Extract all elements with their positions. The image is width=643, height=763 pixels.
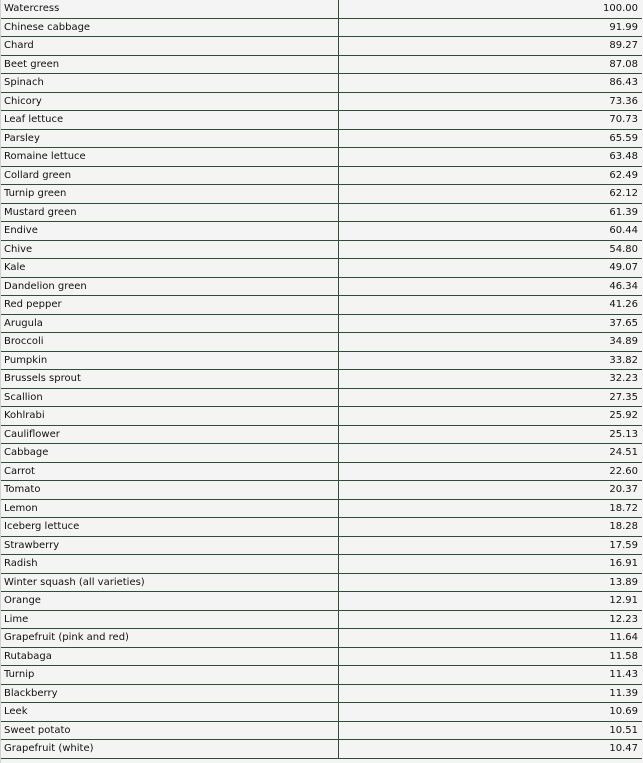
table-row bbox=[0, 536, 642, 555]
table-row bbox=[0, 740, 642, 759]
table-row bbox=[0, 370, 642, 389]
table-row bbox=[0, 259, 642, 278]
food-name-cell: Romaine lettuce bbox=[0, 148, 339, 167]
table-row bbox=[0, 481, 642, 500]
score-value-cell: 25.92 bbox=[339, 407, 643, 426]
food-name-cell: Broccoli bbox=[0, 333, 339, 352]
score-value-cell: 10.69 bbox=[339, 703, 643, 722]
food-name-cell: Chicory bbox=[0, 92, 339, 111]
score-value-cell: 87.08 bbox=[339, 55, 643, 74]
food-name-cell: Grapefruit (pink and red) bbox=[0, 629, 339, 648]
table-row bbox=[0, 203, 642, 222]
table-row bbox=[0, 92, 642, 111]
food-name-cell: Tomato bbox=[0, 481, 339, 500]
food-name-cell: Mustard green bbox=[0, 203, 339, 222]
table-row bbox=[0, 388, 642, 407]
food-name-cell: Grapefruit (white) bbox=[0, 740, 339, 759]
food-name-cell: Chard bbox=[0, 37, 339, 56]
table-row bbox=[0, 684, 642, 703]
table-row bbox=[0, 333, 642, 352]
food-name-cell: Leek bbox=[0, 703, 339, 722]
table-row bbox=[0, 444, 642, 463]
score-value-cell: 22.60 bbox=[339, 462, 643, 481]
table-row bbox=[0, 277, 642, 296]
food-name-cell: Kale bbox=[0, 259, 339, 278]
food-name-cell: Blackberry bbox=[0, 684, 339, 703]
food-name-cell: Sweet potato bbox=[0, 721, 339, 740]
score-value-cell: 91.99 bbox=[339, 18, 643, 37]
food-name-cell: Beet green bbox=[0, 55, 339, 74]
score-value-cell: 24.51 bbox=[339, 444, 643, 463]
score-value-cell: 18.28 bbox=[339, 518, 643, 537]
food-name-cell: Leaf lettuce bbox=[0, 111, 339, 130]
food-name-cell: Chive bbox=[0, 240, 339, 259]
score-value-cell: 25.13 bbox=[339, 425, 643, 444]
score-value-cell: 18.72 bbox=[339, 499, 643, 518]
score-value-cell: 10.51 bbox=[339, 721, 643, 740]
food-name-cell: Pumpkin bbox=[0, 351, 339, 370]
food-name-cell: Endive bbox=[0, 222, 339, 241]
food-name-cell: Carrot bbox=[0, 462, 339, 481]
table-row bbox=[0, 18, 642, 37]
food-name-cell: Arugula bbox=[0, 314, 339, 333]
table-row bbox=[0, 185, 642, 204]
table-row bbox=[0, 0, 642, 18]
score-value-cell: 41.26 bbox=[339, 296, 643, 315]
food-name-cell: Winter squash (all varieties) bbox=[0, 573, 339, 592]
food-name-cell: Strawberry bbox=[0, 536, 339, 555]
score-value-cell: 65.59 bbox=[339, 129, 643, 148]
score-value-cell: 16.91 bbox=[339, 555, 643, 574]
table-row bbox=[0, 166, 642, 185]
score-value-cell: 11.58 bbox=[339, 647, 643, 666]
table-row bbox=[0, 351, 642, 370]
food-name-cell: Turnip bbox=[0, 666, 339, 685]
score-value-cell: 13.89 bbox=[339, 573, 643, 592]
table-row bbox=[0, 555, 642, 574]
score-value-cell: 33.82 bbox=[339, 351, 643, 370]
table-row bbox=[0, 222, 642, 241]
score-value-cell: 61.39 bbox=[339, 203, 643, 222]
food-name-cell: Lemon bbox=[0, 499, 339, 518]
score-value-cell: 100.00 bbox=[339, 0, 643, 18]
table-row bbox=[0, 647, 642, 666]
table-row bbox=[0, 610, 642, 629]
table-row bbox=[0, 55, 642, 74]
score-value-cell: 89.27 bbox=[339, 37, 643, 56]
table-row bbox=[0, 462, 642, 481]
food-name-cell: Rutabaga bbox=[0, 647, 339, 666]
food-name-cell: Collard green bbox=[0, 166, 339, 185]
score-value-cell: 10.47 bbox=[339, 740, 643, 759]
score-value-cell: 62.49 bbox=[339, 166, 643, 185]
score-value-cell: 49.07 bbox=[339, 259, 643, 278]
food-name-cell: Orange bbox=[0, 592, 339, 611]
table-row bbox=[0, 296, 642, 315]
food-name-cell: Lime bbox=[0, 610, 339, 629]
table-row bbox=[0, 666, 642, 685]
score-value-cell: 63.48 bbox=[339, 148, 643, 167]
score-value-cell: 11.39 bbox=[339, 684, 643, 703]
score-value-cell: 11.64 bbox=[339, 629, 643, 648]
score-value-cell: 46.34 bbox=[339, 277, 643, 296]
score-value-cell: 17.59 bbox=[339, 536, 643, 555]
score-value-cell: 86.43 bbox=[339, 74, 643, 93]
food-name-cell: Iceberg lettuce bbox=[0, 518, 339, 537]
table-row bbox=[0, 407, 642, 426]
food-name-cell: Red pepper bbox=[0, 296, 339, 315]
table-row bbox=[0, 518, 642, 537]
table-row bbox=[0, 148, 642, 167]
table-row bbox=[0, 314, 642, 333]
table-row bbox=[0, 37, 642, 56]
table-row bbox=[0, 499, 642, 518]
food-name-cell: Cauliflower bbox=[0, 425, 339, 444]
table-row bbox=[0, 573, 642, 592]
score-value-cell: 12.91 bbox=[339, 592, 643, 611]
table-row bbox=[0, 592, 642, 611]
score-value-cell: 62.12 bbox=[339, 185, 643, 204]
score-value-cell: 11.43 bbox=[339, 666, 643, 685]
table-row bbox=[0, 721, 642, 740]
score-value-cell: 34.89 bbox=[339, 333, 643, 352]
food-name-cell: Turnip green bbox=[0, 185, 339, 204]
food-name-cell: Scallion bbox=[0, 388, 339, 407]
food-name-cell: Spinach bbox=[0, 74, 339, 93]
food-name-cell: Parsley bbox=[0, 129, 339, 148]
food-name-cell: Brussels sprout bbox=[0, 370, 339, 389]
score-value-cell: 73.36 bbox=[339, 92, 643, 111]
score-value-cell: 27.35 bbox=[339, 388, 643, 407]
food-name-cell: Cabbage bbox=[0, 444, 339, 463]
food-name-cell: Chinese cabbage bbox=[0, 18, 339, 37]
score-value-cell: 20.37 bbox=[339, 481, 643, 500]
table-row bbox=[0, 129, 642, 148]
food-name-cell: Radish bbox=[0, 555, 339, 574]
score-value-cell: 70.73 bbox=[339, 111, 643, 130]
food-name-cell: Watercress bbox=[0, 0, 339, 18]
table-row bbox=[0, 74, 642, 93]
table-row bbox=[0, 240, 642, 259]
table-row bbox=[0, 629, 642, 648]
food-name-cell: Kohlrabi bbox=[0, 407, 339, 426]
score-value-cell: 37.65 bbox=[339, 314, 643, 333]
score-value-cell: 60.44 bbox=[339, 222, 643, 241]
score-value-cell: 32.23 bbox=[339, 370, 643, 389]
table-row bbox=[0, 425, 642, 444]
score-value-cell: 54.80 bbox=[339, 240, 643, 259]
food-name-cell: Dandelion green bbox=[0, 277, 339, 296]
table-row bbox=[0, 703, 642, 722]
table-row bbox=[0, 111, 642, 130]
table-left-border bbox=[0, 0, 1, 763]
score-value-cell: 12.23 bbox=[339, 610, 643, 629]
